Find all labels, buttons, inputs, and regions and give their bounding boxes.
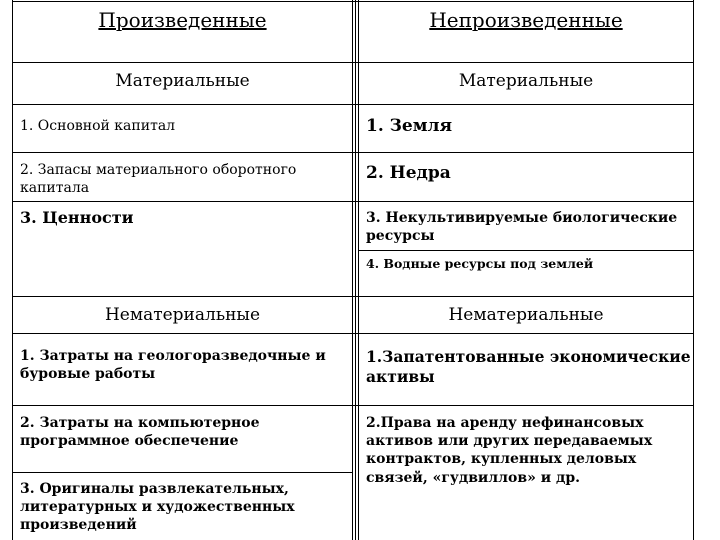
material-title-right: Материальные [458, 71, 594, 91]
list-item: 2.Права на аренду нефинансовых активов или других передаваемых контрактов, купленных деловых связей, «гудвиллов» и др. [366, 415, 653, 486]
line-after-material-title [12, 104, 694, 105]
line-right-water [358, 250, 694, 251]
list-item: 2. Запасы материального оборотного капитала [20, 162, 297, 197]
line-after-nm-row1 [12, 405, 694, 406]
list-item: 1. Основной капитал [20, 118, 176, 134]
material-title-left: Материальные [115, 71, 250, 91]
line-left-originals [12, 472, 353, 473]
line-after-row1 [12, 152, 694, 153]
list-item: 3. Оригиналы развлекательных, литературных и художественных произведений [20, 481, 295, 534]
header-produced: Произведенные [98, 8, 267, 32]
nonmaterial-title-left: Нематериальные [104, 305, 261, 325]
line-after-material [12, 296, 694, 297]
divider-double-1 [352, 0, 353, 540]
line-after-header [12, 62, 694, 63]
header-nonproduced: Непроизведенные [429, 8, 623, 32]
list-item: 1.Запатентованные экономические активы [366, 347, 691, 387]
divider-double-2 [355, 0, 356, 540]
nonmaterial-title-right: Нематериальные [448, 305, 604, 325]
list-item: 1. Затраты на геологоразведочные и буровые работы [20, 348, 326, 383]
border-top [12, 1, 694, 2]
list-item: 3. Некультивируемые биологические ресурсы [366, 210, 678, 245]
list-item: 2. Затраты на компьютерное программное обеспечение [20, 415, 260, 450]
line-after-nonmaterial-title [12, 333, 694, 334]
list-item: 2. Недра [366, 163, 451, 183]
line-after-row2 [12, 201, 694, 202]
list-item: 4. Водные ресурсы под землей [366, 256, 594, 271]
list-item: 3. Ценности [20, 208, 134, 227]
border-right [693, 0, 694, 540]
list-item: 1. Земля [366, 116, 453, 136]
